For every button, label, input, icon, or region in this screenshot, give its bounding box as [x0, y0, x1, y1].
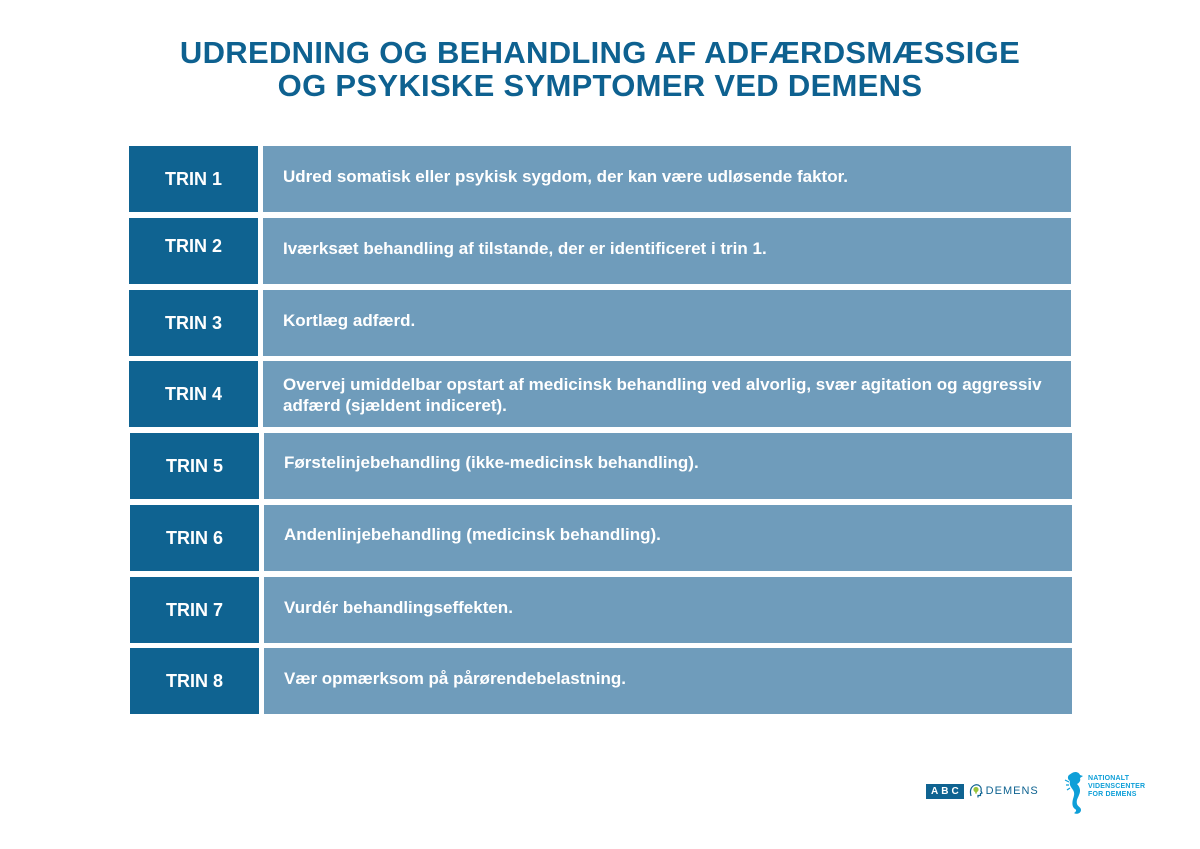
step-label-5: TRIN 5: [130, 433, 259, 499]
step-text-7: Vurdér behandlingseffekten.: [264, 577, 1072, 643]
step-label-6: TRIN 6: [130, 505, 259, 571]
nationalt-videnscenter-logo: [1064, 770, 1145, 818]
step-text-6: Andenlinjebehandling (medicinsk behandling).: [264, 505, 1072, 571]
page-title-line-1: UDREDNING OG BEHANDLING AF ADFÆRDSMÆSSIGE: [179, 35, 1021, 70]
step-text-3: Kortlæg adfærd.: [263, 290, 1071, 356]
head-lightbulb-icon: [968, 783, 984, 799]
abc-logo-box: ABC: [926, 784, 964, 799]
step-text-8: Vær opmærksom på pårørendebelastning.: [264, 648, 1072, 714]
step-label-2: TRIN 2: [129, 218, 258, 284]
step-label-7: TRIN 7: [130, 577, 259, 643]
abc-demens-logo: [926, 783, 1039, 799]
nvd-logo-line-3: FOR DEMENS: [1088, 791, 1137, 798]
step-text-2: Iværksæt behandling af tilstande, der er identificeret i trin 1.: [263, 218, 1071, 284]
seahorse-icon: [1064, 770, 1086, 816]
step-text-4: Overvej umiddelbar opstart af medicinsk behandling ved alvorlig, svær agitation og aggressiv adfærd (sjældent indiceret).: [263, 361, 1071, 427]
step-label-4: TRIN 4: [129, 361, 258, 427]
abc-logo-word: DEMENS: [985, 785, 1039, 797]
step-text-5: Førstelinjebehandling (ikke-medicinsk behandling).: [264, 433, 1072, 499]
step-label-8: TRIN 8: [130, 648, 259, 714]
step-label-1: TRIN 1: [129, 146, 258, 212]
page-title-line-2: OG PSYKISKE SYMPTOMER VED DEMENS: [277, 68, 923, 103]
nvd-logo-line-2: VIDENSCENTER: [1088, 783, 1146, 790]
nvd-logo-line-1: NATIONALT: [1088, 775, 1130, 782]
step-label-3: TRIN 3: [129, 290, 258, 356]
footer-logos: [926, 770, 1156, 820]
step-text-1: Udred somatisk eller psykisk sygdom, der kan være udløsende faktor.: [263, 146, 1071, 212]
nvd-logo-text: [1088, 775, 1145, 799]
